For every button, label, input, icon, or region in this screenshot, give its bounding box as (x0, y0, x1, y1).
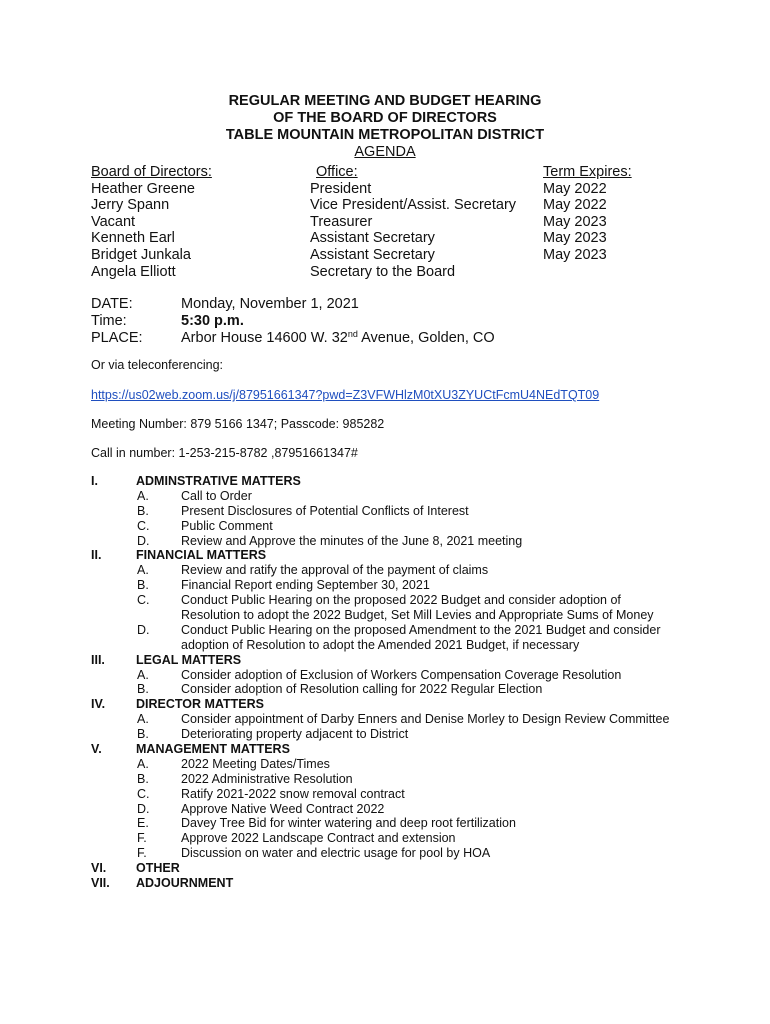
board-member-term: May 2022 (543, 197, 607, 214)
board-member-name: Jerry Spann (91, 197, 170, 214)
title-line-3: TABLE MOUNTAIN METROPOLITAN DISTRICT (225, 127, 545, 143)
item-text-continued: adoption of Resolution to adopt the Amended 2021 Budget, if necessary (181, 637, 580, 652)
item-letter: A. (137, 667, 149, 682)
item-letter: A. (137, 756, 149, 771)
board-member-office: Vice President/Assist. Secretary (310, 197, 517, 214)
item-text: Review and Approve the minutes of the June 8, 2021 meeting (181, 533, 523, 548)
item-letter: C. (137, 518, 150, 533)
item-text: Consider adoption of Exclusion of Workers Compensation Coverage Resolution (181, 667, 622, 682)
board-member-name: Kenneth Earl (91, 230, 175, 247)
board-member-office: Secretary to the Board (310, 263, 456, 280)
document-title (0, 93, 770, 161)
office-header: Office: (316, 164, 358, 180)
board-member-name: Heather Greene (91, 180, 195, 197)
place-superscript: nd (347, 329, 358, 339)
section-number: VI. (91, 861, 107, 876)
item-text: Consider adoption of Resolution calling for 2022 Regular Election (181, 682, 543, 697)
item-letter: C. (137, 786, 150, 801)
title-line-2: OF THE BOARD OF DIRECTORS (273, 110, 497, 126)
item-letter: E. (137, 816, 149, 831)
item-text: Deteriorating property adjacent to District (181, 727, 409, 742)
item-text: Ratify 2021-2022 snow removal contract (181, 786, 405, 801)
time-value: 5:30 p.m. (181, 313, 244, 329)
board-names-header: Board of Directors: (91, 164, 212, 180)
section-number: I. (91, 474, 98, 488)
section-title: OTHER (136, 861, 180, 876)
board-member-office: Assistant Secretary (310, 246, 435, 263)
item-letter: B. (137, 771, 149, 786)
term-header: Term Expires: (543, 164, 632, 180)
section-number: III. (91, 652, 105, 667)
item-letter: C. (137, 593, 150, 608)
item-letter: B. (137, 727, 149, 742)
item-text: 2022 Administrative Resolution (181, 771, 353, 786)
item-letter: A. (137, 563, 149, 578)
section-number: IV. (91, 697, 106, 712)
place-label: PLACE: (91, 330, 143, 346)
board-member-name: Angela Elliott (91, 263, 176, 280)
board-member-office: Assistant Secretary (310, 230, 435, 247)
place-text-end: Avenue, Golden, CO (357, 330, 495, 346)
section-title: ADMINSTRATIVE MATTERS (136, 474, 301, 488)
item-letter: A. (137, 488, 149, 503)
title-line-1: REGULAR MEETING AND BUDGET HEARING (228, 93, 542, 109)
place-text: Arbor House 14600 W. 32 (181, 330, 348, 346)
item-letter: B. (137, 682, 149, 697)
time-label: Time: (91, 313, 127, 329)
section-number: II. (91, 548, 102, 563)
board-member-term: May 2023 (543, 230, 607, 247)
date-label: DATE: (91, 296, 133, 312)
item-text: Public Comment (181, 518, 273, 533)
date-value: Monday, November 1, 2021 (181, 296, 359, 312)
section-title: ADJOURNMENT (136, 876, 234, 891)
item-letter: B. (137, 578, 149, 593)
section-title: LEGAL MATTERS (136, 652, 242, 667)
item-letter: D. (137, 801, 150, 816)
item-text: Approve 2022 Landscape Contract and extension (181, 831, 456, 846)
item-text: Call to Order (181, 488, 252, 503)
meeting-number: Meeting Number: 879 5166 1347; Passcode: 985282 (91, 417, 385, 431)
board-member-name: Vacant (91, 213, 136, 230)
board-term-column (543, 164, 632, 264)
item-text: Conduct Public Hearing on the proposed 2022 Budget and consider adoption of (181, 593, 621, 608)
item-text: Present Disclosures of Potential Conflicts of Interest (181, 503, 469, 518)
zoom-link-line (91, 388, 599, 402)
item-letter: D. (137, 533, 150, 548)
section-title: FINANCIAL MATTERS (136, 548, 267, 563)
item-letter: F. (137, 846, 147, 861)
item-text: 2022 Meeting Dates/Times (181, 756, 330, 771)
item-text: Review and ratify the approval of the payment of claims (181, 563, 489, 578)
item-text: Financial Report ending September 30, 2021 (181, 578, 430, 593)
section-number: VII. (91, 876, 110, 891)
section-number: V. (91, 742, 102, 757)
item-text: Conduct Public Hearing on the proposed Amendment to the 2021 Budget and consider (181, 622, 661, 637)
item-text: Consider appointment of Darby Enners and Denise Morley to Design Review Committee (181, 712, 670, 727)
zoom-link[interactable]: https://us02web.zoom.us/j/87951661347?pwd=Z3VFWHlzM0tXU3ZYUCtFcmU4NEdTQT09 (91, 388, 600, 402)
agenda-heading: AGENDA (354, 144, 416, 160)
board-member-name: Bridget Junkala (91, 246, 191, 263)
item-text: Davey Tree Bid for winter watering and deep root fertilization (181, 816, 516, 831)
teleconference-intro: Or via teleconferencing: (91, 358, 224, 372)
item-letter: D. (137, 622, 150, 637)
item-letter: F. (137, 831, 147, 846)
section-title: MANAGEMENT MATTERS (136, 742, 290, 757)
place-value (181, 330, 495, 347)
item-text: Approve Native Weed Contract 2022 (181, 801, 385, 816)
board-member-office: President (310, 180, 372, 197)
board-member-term: May 2022 (543, 180, 607, 197)
board-member-term: May 2023 (543, 246, 607, 263)
item-letter: A. (137, 712, 149, 727)
section-title: DIRECTOR MATTERS (136, 697, 265, 712)
item-letter: B. (137, 503, 149, 518)
board-names-column (91, 164, 212, 280)
board-member-office: Treasurer (310, 213, 373, 230)
call-in-number: Call in number: 1-253-215-8782 ,87951661347# (91, 446, 358, 460)
item-text-continued: Resolution to adopt the 2022 Budget, Set Mill Levies and Appropriate Sums of Money (181, 608, 654, 623)
board-member-term: May 2023 (543, 213, 607, 230)
item-text: Discussion on water and electric usage for pool by HOA (181, 846, 491, 861)
board-office-column (310, 164, 516, 280)
